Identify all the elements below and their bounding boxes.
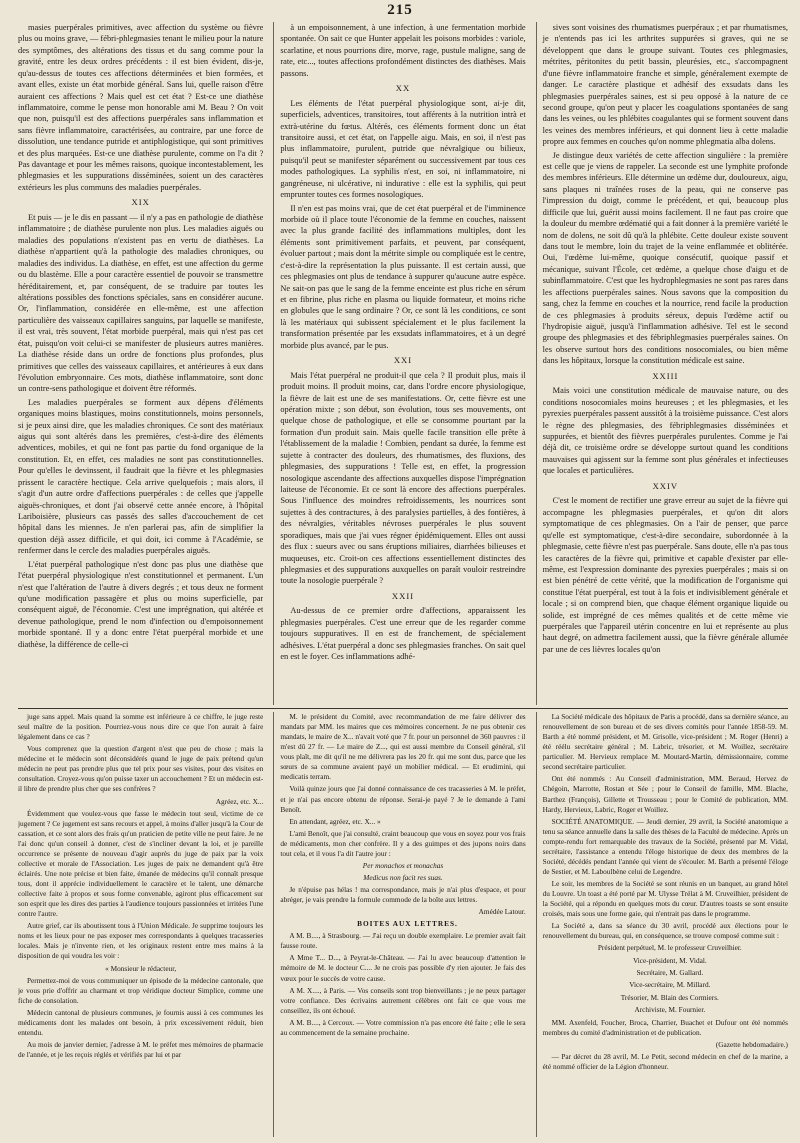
staff-line: Secrétaire, M. Gallard. (636, 968, 704, 978)
paragraph: MM. Axenfeld, Foucher, Broca, Charrier, Buachet et Dufour ont été nommés membres du comité d'administration et de publication. (542, 1017, 788, 1037)
paragraph: A M. B...., à Cercoux. — Votre commission n'a pas encore été faite ; elle le sera au commencement de la semaine prochaine. (280, 1017, 526, 1037)
paragraph: à un empoisonnement, à une infection, à une fermentation morbide spontanée. On sait ce que Hunter appelait les poisons morbides : variole, scarlatine, et nous pourrions dire, morve, rage, pustule maligne, sang de rate, etc..., toutes affections profondément distinctes des diathèses. Mais passons. (280, 23, 526, 78)
staff-line: Vice-secrétaire, M. Millard. (629, 980, 711, 990)
section-divider (18, 708, 788, 709)
paragraph: SOCIÉTÉ ANATOMIQUE. — Jeudi dernier, 29 avril, la Société anatomique a tenu sa séance annuelle dans la salle des thèses de la Faculté de médecine. Après un compte-rendu fort remarquable des travaux de la Société, présenté par M. Vidal, secrétaire, l'assistance a entendu l'éloge historique de deux des membres de la Société, décédés pendant l'année qui vient de s'écouler. M. Barth a présenté l'éloge de Sestier, et M. Laboulbène celui de Legendre. (542, 816, 788, 876)
feuilleton-column-2 (273, 712, 525, 1137)
quotation: Medicus non facit res suas. (363, 872, 443, 882)
paragraph: Les maladies puerpérales se forment aux dépens d'éléments organiques moins blastiques, moins constitutionnels, moins personnels, si je peux ainsi dire, que les maladies chroniques. Ce sont des matériaux aigus qui sont altérés dans les premières, c'est-à-dire des éléments adventices, mobiles, et qui ne font pas partie du fond organique de la constitution. Et, en effet, ces maladies ne sont pas constitutionnelles. Pour qu'elles le devinssent, il faudrait que la fièvre et les phlegmasies prissent le caractère hectique. Cela arrive quelquefois ; mais alors, il s'agit d'un autre ordre d'affections puerpérales : de celles que j'appelle aiguës-chroniques, et dont j'ai observé cette année encore, à l'hôpital Lariboisière, plusieurs cas passés des salles d'accouchement de cet hôpital dans les miennes. Je n'en parlerai pas, afin de simplifier la question déjà assez difficile, et qui doit, ici comme à l'Académie, se renfermer dans le cercle des maladies puerpérales aiguës. (18, 397, 264, 556)
paragraph: Au-dessus de ce premier ordre d'affections, apparaissent les phlegmasies puerpérales. C'est une erreur que de les regarder comme toujours suppuratives. Il en est de franchement, de spécialement adhésives. L'état puerpéral a donc ses phlegmasies franches. On sait quel en est le foyer. Ces inflammations adhé- (280, 606, 526, 662)
paragraph: masies puerpérales primitives, avec affection du système ou fièvre plus ou moins grave, — fébri-phlegmasies tenant le milieu pour la nature des symptômes, des altérations des tissus et du sang comme pour la gravité, entre les deux ordres précédents : il est bien évident, dis-je, qu'au-dessus de toutes ces affections déterminées et bien formées, et avant elles, existe un état morbide général. Sans lui, quelle raison d'être auraient ces affections ? Mais quel est cet état ? Est-ce une diathèse inflammatoire, comme le pense mon honorable ami M. Beau ? On voit que non, puisqu'il est des affections puerpérales sans inflammation et sans fièvre inflammatoire, caractérisées, au contraire, par une force de dissolution, une tendance putride et antiphlogistique, qui sont primitives et des plus marquées. Est-ce une diathèse purulente, comme on l'a dit ? Pas davantage et pour les mêmes raisons, quoique incontestablement, les phlegmasies et les suppurations disséminées, soient un des caractères extérieurs les plus communs des maladies puerpérales. (18, 23, 264, 192)
paragraph: — Par décret du 28 avril, M. Le Petit, second médecin en chef de la marine, a été nommé officier de la Légion d'honneur. (542, 1051, 788, 1071)
paragraph: Permettez-moi de vous communiquer un épisode de la médecine cantonale, que je vous prie d'offrir au charmant et trop véridique docteur Simplice, comme une fiche de consolation. (18, 975, 264, 1005)
feuilleton-column-1 (18, 712, 263, 1137)
staff-line: Président perpétuel, M. le professeur Cruveilhier. (597, 943, 742, 953)
paragraph: Je n'épuise pas hélas ! ma correspondance, mais je n'ai plus d'espace, et pour abréger, je vais prendre la formule commode de la boîte aux lettres. (280, 885, 526, 905)
paragraph: Les éléments de l'état puerpéral physiologique sont, ai-je dit, superficiels, adventices, transitoires, tout afférents à la nutrition intrà et extrà-utérine du fœtus. Altérés, ces éléments forment donc un état transitoire aussi, et cet état, on l'appelle aigu. Mais, en soi, il n'est pas plus inflammatoire, purulent, putride que névralgique ou bilieux, puisqu'il peut se manifester séparément ou successivement par tous ces modes pathologiques. La syphilis n'est, en soi, ni inflammatoire, ni gangréneuse, ni ulcérative, ni indurative : elle est la syphilis, qui peut emprunter toutes ces formes nosologiques. (280, 98, 526, 200)
staff-line: Vice-président, M. Vidal. (632, 955, 707, 965)
salutation: « Monsieur le rédacteur, (105, 963, 177, 973)
paragraph: C'est le moment de rectifier une grave erreur au sujet de la fièvre qui accompagne les phlegmasies puerpérales, et qu'on dit alors symptomatique de ces phlegmasies. On a l'air de penser, que parce qu'elle est symptomatique, c'est-à-dire secondaire, subordonnée à la phlegmasie, cette fièvre n'est pas puerpérale. Sans doute, elle n'a pas tous les caractères de la fièvre qui, primitive et capable d'exister par elle-même, est l'expression dominante des pyrexies puerpérales ; mais si on est bien pénétré de cette vérité, que la modification de l'organisme qui constitue l'état puerpéral, est tout à la fois et indivisiblement générale et locale ; si on comprend bien, que chaque élément organique liquide ou solide, est imprégné de ces mêmes qualités et de cette même vie puerpérales que l'appareil utérin concentre en lui et représente au plus haut degré, on admettra facilement aussi, que la fièvre générale allumée par une de ces lièvres locales qu'on (542, 496, 788, 654)
paragraph: La Société a, dans sa séance du 30 avril, procédé aux élections pour le renouvellement du bureau, qui, en conséquence, se trouve composé comme suit : (542, 921, 788, 941)
signature: Amédée Latour. (478, 907, 526, 917)
section-heading: XXIII (652, 370, 679, 381)
section-heading: XXII (391, 590, 415, 601)
news-column (536, 712, 788, 1137)
paragraph: Évidemment que voulez-vous que fasse le médecin tout seul, victime de ce jugement ? Ce jugement est sans recours et appel, à moins d'aller jusqu'à la Cour de cassation, et ce sont alors des frais qu'un praticien de petite ville ne peut faire. Je ne l'ai donc qu'un conseil à donner, c'est de s'incliner devant la loi, et je pareille occurrence se présente de nouveau d'agir auprès du juge de paix par la voix collective et morale de l'Association. Les juges de paix ne demandent qu'à être éclairés. Une note précise et bien faite, émanée de médecins qu'il connaît presque tous, dont il apprécie individuellement le caractère et le talent, une démarche collective faite à propos et sous forme convenable, agiront plus efficacement sur son esprit que les dires des parties à l'audience toujours passionnées et irritées l'une contre l'autre. (18, 808, 264, 919)
paragraph: Autre grief, car ils aboutissent tous à l'Union Médicale. Je supprime toujours les noms et les lieux pour ne pas exposer mes correspondants à quelques tracasseries locales. Mais je n'invente rien, et les originaux restent entre mes mains à la disposition de qui voudra les voir : (18, 921, 264, 961)
paragraph: Le soir, les membres de la Société se sont réunis en un banquet, au grand hôtel du Louvre. Un toast a été porté par M. Ulysse Trélat à M. Cruveilhier, président de la Société, qui a répondu en quelques mots du cœur. D'autres toasts se sont ensuite croisés, mais sous une forme gaie, qui n'entrait pas dans le programme. (542, 879, 788, 919)
article-column-2 (273, 22, 525, 705)
section-heading: XXI (393, 355, 413, 366)
paragraph: M. le président du Comité, avec recommandation de me faire délivrer des mandats par MM. les maires que ces mémoires concernent. Je ne pus obtenir ces mandats, le maire de X... n'avait voté que 7 fr. pour un personnel de 360 pauvres : il m'est dû 27 fr. — Le maire de Z..., qui est aussi membre du Conseil général, s'il vous plaît, me dit qu'il ne me délivrera pas les 20 fr. qui me sont dus, parce que les sœurs de sa commune avaient payé un mobilier médical. — Et erudimini, qui medicatis terram. (280, 712, 526, 782)
paragraph: La Société médicale des hôpitaux de Paris a procédé, dans sa dernière séance, au renouvellement de son bureau et de ses divers comités pour l'année 1858-59. M. Barth a été nommé président, et M. Grisolle, vice-président ; M. Roger (Henri) a été réélu secrétaire général ; M. Labric, trésorier, et M. Woillez, secrétaire particulier. M. Hervieux remplace M. Moutard-Martin, démissionnaire, comme second secrétaire particulier. (542, 712, 788, 772)
section-heading: XX (395, 83, 411, 94)
paragraph: Je distingue deux variétés de cette affection singulière : la première est celle que je viens de rappeler. La seconde est une lymphite profonde des membres inférieurs. Elle détermine un œdème dur, douloureux, aigu, sans plaques ni traînées roses de la peau, qui ne conserve pas l'impression du doigt, comme le précédent, et qui, beaucoup plus difficile que lui, guérit aussi moins facilement. Il ne faut pas croire que la douleur du membre œdématié qui a fait donner à la première variété le nom de dolens, ne soit dû qu'à la phlébite. Cette douleur existe souvent dans tout le membre, loin du trajet de la veine enflammée et oblitérée. Oui, l'œdème lui-même, quoique consécutif, quoique passif et mécanique, suivant l'École, cet œdème, a quelque chose d'aigu et de subinflammatoire. C'est que les hydrophlegmasies ne sont pas rares dans les affections puerpérales saines. Nous savons que la composition du sang, chez la femme en couches et la nourrice, rend facile la production de ces phlegmasies à produits séreux, depuis l'œdème actif ou l'hydropisie aiguë, jusqu'à l'inflammation adhésive. Tel est le second groupe des phlegmasies et des fébriphlegmasies puerpérales saines. On les observe surtout hors des conditions nosocomiales, ou bien même dans les hôpitaux, lorsque la constitution médicale est saine. (542, 150, 788, 366)
paragraph: Au mois de janvier dernier, j'adresse à M. le préfet mes mémoires de pharmacie de l'année, et je les reçois réglés et vérifiés par lui et par (18, 1039, 264, 1059)
subsection-heading: BOITES AUX LETTRES. (357, 919, 458, 929)
paragraph: A Mme T... D..., à Peyrat-le-Château. — J'ai lu avec beaucoup d'attention le mémoire de M. le docteur C.... Je ne crois pas possible d'y rien ajouter. Je fais des vœux pour le succès de votre cause. (280, 953, 526, 983)
paragraph: En attendant, agréez, etc. X... » (289, 816, 381, 826)
article-section (18, 22, 788, 705)
section-heading: XIX (131, 197, 150, 208)
paragraph: sives sont voisines des rhumatismes puerpéraux ; et par rhumatismes, je n'entends pas ici les arthrites suppurées si graves, qui ne se développent que dans le groupe suivant. Toutes ces phlegmasies, métrites, péritonites du petit bassin, pleurésies, etc., s'accompagnent d'une fièvre inflammatoire franche et simple, généralement exempte de danger. Le caractère plastique et adhésif des exsudats dans les phlegmasies puerpérales saines, est si peu opposé à la nature de ce second groupe, qu'on peut y placer les coagulations spontanées de sang dans les veines, ou les phlébites coagulantes qui se forment souvent dans les veines des membres inférieurs, et qui donnent lieu à cette maladie propre aux femmes en couches qu'on nomme phlegmatia alba dolens. (542, 23, 788, 147)
paragraph: Mais l'état puerpéral ne produit-il que cela ? Il produit plus, mais il produit moins. Il produit moins, car, dans l'ordre encore physiologique, la fièvre de lait est une de ses manifestations. Or, cette fièvre est une opération mixte ; son début, son évolution, tous ses mouvements, ont quelque chose de pathologique, et elle se consomme pourtant par la formation d'un produit sain. Mais quelle facile transition elle prête à l'établissement de la maladie ! Combien, pendant sa durée, la femme est sujette à contracter des douleurs, des rhumatismes, des fluxions, des phlegmasies, des suppurations ! Telle est, en effet, la progression nosologique ascendante des affections auxquelles dispose l'imprégnation laiteuse de l'économie. Et ce sont là encore des affections puerpérales. Sous l'influence des moindres refroidissements, les nourrices sont sujettes à des contractures, à des paralysies partielles, à des fontières, à des névralgies, véritables névroses puerpérales le plus souvent sporadiques, mais que j'ai vues régner épidémiquement. Elles ont aussi des flux : sueurs avec ou sans éruptions miliaires, diarrhées bilieuses et muqueuses, etc. Croit-on ces affections essentiellement distinctes des phlegmasies et des suppurations auxquelles on paraît vouloir restreindre toute la nosologie puerpérale ? (280, 370, 526, 586)
signature: (Gazette hebdomadaire.) (715, 1039, 788, 1049)
article-column-1 (18, 22, 263, 705)
paragraph: Mais voici une constitution médicale de mauvaise nature, ou des conditions nosocomiales moins heureuses ; et les phlegmasies, et les pyrexies puerpérales passent aussitôt à la troisième puissance. C'est alors le règne des phlegmasies, des fébriphlegmasies disséminées et suppurées, et bientôt des fièvres puerpérales purulentes. Comme je l'ai déjà dit, ce troisième ordre se développe surtout quand les conditions mauvaises qui agissent sur la femme sont plus générales et infectieuses que locales et particulières. (542, 386, 788, 476)
staff-line: Trésorier, M. Blain des Cormiers. (620, 992, 719, 1002)
paragraph: Médecin cantonal de plusieurs communes, je fournis aussi à ces communes les médicaments dont les malades ont besoin, à prix excessivement réduit, bien entendu. (18, 1007, 264, 1037)
paragraph: Vous comprenez que la question d'argent n'est que peu de chose ; mais la médecine et le médecin sont déconsidérés quand le juge de paix prétend qu'un médecin ne peut pas prendre plus que tel prix pour ses visites, pour des visites en consultation. Croyez-vous qu'on puisse taxer un accouchement ? Et un médecin est-il libre de prendre plus cher que ses confrères ? (18, 744, 264, 794)
paragraph: Et puis — je le dis en passant — il n'y a pas en pathologie de diathèse inflammatoire ; de diathèse purulente non plus. Les maladies aiguës ou maladies des populations n'existent pas en vertu de diathèses. La diathèse n'appartient qu'à la pathologie des maladies chroniques, ou maladies des individus. La diathèse, en effet, est une affection du germe ou du blastème. Elle a pour caractère essentiel de pouvoir se transmettre héréditairement, et, par conséquent, de se traduire par toutes les altérations possibles des fonctions spéciales, sans en considérer aucune. Or, l'inflammation, considérée en elle-même, est une affection particulière des vaisseaux capillaires sanguins, par laquelle se manifeste, il est vrai, très souvent, l'état morbide puerpéral, mais qui n'est pas cet état, puisqu'on voit celui-ci se manifester de plusieurs autres manières. La diathèse réside dans un ordre de fonctions plus profondes, plus primitives que celles des vaisseaux capillaires, et antérieures à eux dans l'évolution embryonnaire. Ces mots, diathèse inflammatoire, sont donc un contre-sens pathologique et doivent être réformés. (18, 213, 264, 394)
paragraph: Voilà quinze jours que j'ai donné connaissance de ces tracasseries à M. le préfet, et je n'ai pas encore obtenu de réponse. Serai-je payé ? Je le demande à l'ami Benoît. (280, 784, 526, 814)
paragraph: L'ami Benoît, que j'ai consulté, craint beaucoup que vous en soyez pour vos frais de médicaments, mon cher confrère. Il y a des guimpes et des jupons noirs dans tout cela, et il vous l'a dit l'autre jour : (280, 828, 526, 858)
staff-line: Archiviste, M. Fournier. (634, 1005, 706, 1015)
article-column-3 (536, 22, 788, 705)
staff-list (543, 943, 788, 1015)
feuilleton-section (18, 712, 788, 1137)
paragraph: L'état puerpéral pathologique n'est donc pas plus une diathèse que l'état puerpéral physiologique n'est constitutionnel et permanent. L'un n'est que l'altération de l'autre à divers degrés ; et tous deux ne forment qu'une modification passagère et plus ou moins superficielle, par conséquent aiguë, de l'économie. C'est une imprégnation, qui altérée et devenue pathologique, prend le nom d'infection ou d'empoisonnement morbide spontané. Il y a donc entre l'état puerpéral morbide et une diathèse, la différence de celle-ci (18, 559, 264, 649)
section-heading: XXIV (652, 480, 679, 491)
paragraph: Ont été nommés : Au Conseil d'administration, MM. Beraud, Hervez de Chégoin, Marrotte, Rostan et Sée ; pour le Conseil de famille, MM. Blache, Barthez (François), Gillette et Trousseau ; pour le Comité de publication, MM. Hardy, Hervieux, Labric, Roger et Woillez. (542, 774, 788, 814)
paragraph: Il n'en est pas moins vrai, que de cet état puerpéral et de l'imminence morbide où il place toute l'économie de la femme en couches, naissent avec la plus grande facilité des inflammations multiples, dont les éléments sont primitivement parfaits, et peuvent, par conséquent, évoluer partout ; mais dont la métrite simple ou compliquée est le centre, c'est-à-dire la représentation la plus puissante. Il est certain aussi, que ces phlegmasies ont plus de tendance à suppurer qu'aucune autre espèce. Ne sait-on pas que le sang de la femme enceinte est plus riche en sérum et en fibrine, plus riche en plasma ou liquide formateur, et moins riche en globules que le sang ordinaire ? Or, ce sont là les conditions, ce sont là les matériaux qui subissent spécialement et le plus facilement la transformation présentée par les exsudats inflammatoires, et à un degré morbide plus avancé, par le pus. (280, 203, 526, 350)
signature: Agréez, etc. X... (215, 796, 264, 806)
page-number: 215 (387, 2, 413, 18)
paragraph: juge sans appel. Mais quand la somme est inférieure à ce chiffre, le juge reste seul maître de la position. Pourriez-vous nous dire ce que l'on aurait à faire légalement dans ce cas ? (18, 712, 264, 742)
paragraph: A M. B...., à Strasbourg. — J'ai reçu un double exemplaire. Le premier avait fait fausse route. (280, 931, 526, 951)
quotation: Per monachos et monachas (362, 860, 444, 870)
paragraph: A M. X...., à Paris. — Vos conseils sont trop bienveillants ; je ne peux partager votre confiance. Des écrivains autrement célèbres ont fait ce que vous me conseillez, ils ont échoué. (280, 985, 526, 1015)
